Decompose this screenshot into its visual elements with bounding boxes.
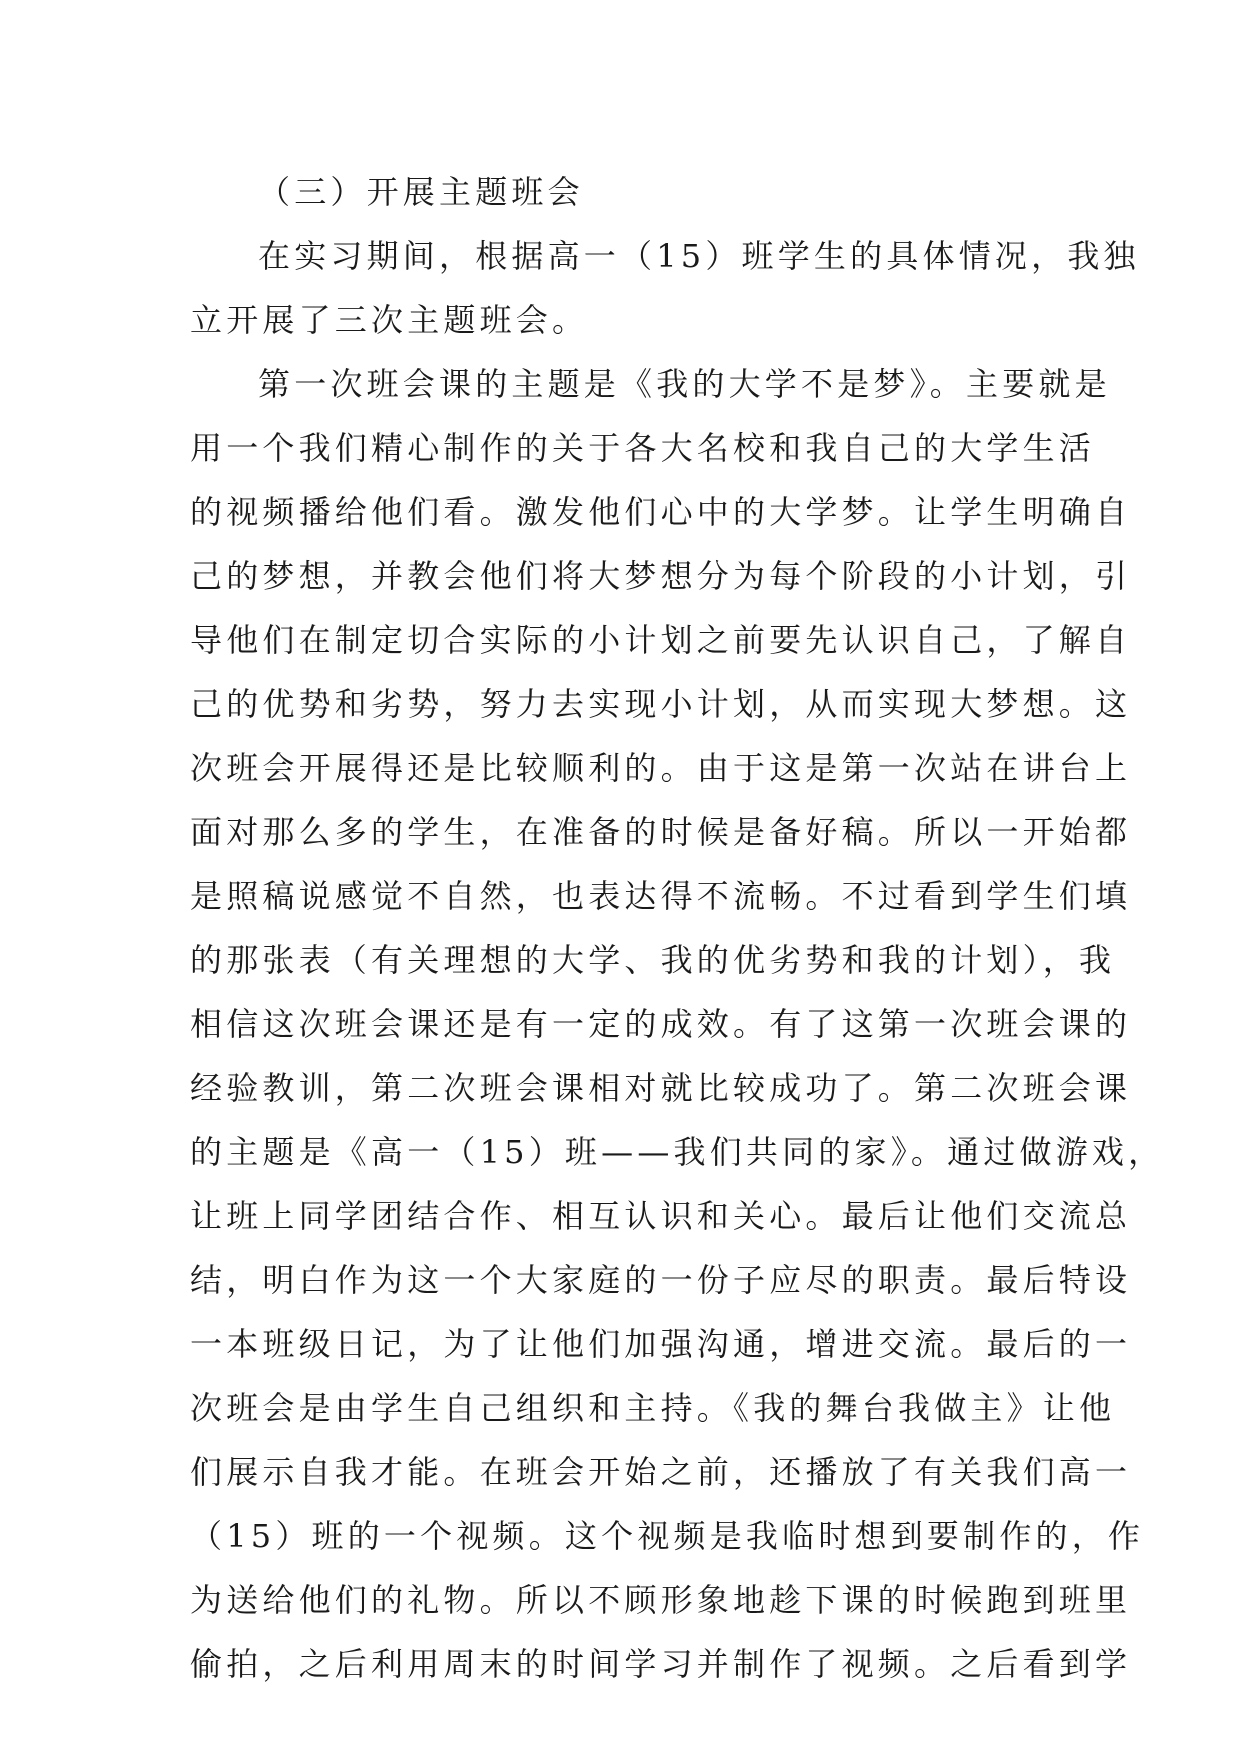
paragraph-line: 立开展了三次主题班会。 [190,301,589,339]
paragraph-line: 是照稿说感觉不自然，也表达得不流畅。不过看到学生们填 [190,877,1132,915]
paragraph-line: 次班会是由学生自己组织和主持。《我的舞台我做主》让他 [190,1389,1116,1427]
paragraph-line: 一本班级日记，为了让他们加强沟通，增进交流。最后的一 [190,1325,1132,1363]
paragraph-line: 的那张表（有关理想的大学、我的优劣势和我的计划），我 [190,941,1116,979]
paragraph-line: 导他们在制定切合实际的小计划之前要先认识自己，了解自 [190,621,1132,659]
paragraph-line: 在实习期间，根据高一（15）班学生的具体情况，我独 [258,237,1140,275]
paragraph-line: 己的梦想，并教会他们将大梦想分为每个阶段的小计划，引 [190,557,1132,595]
paragraph-line: 们展示自我才能。在班会开始之前，还播放了有关我们高一 [190,1453,1132,1491]
paragraph-line: 经验教训，第二次班会课相对就比较成功了。第二次班会课 [190,1069,1132,1107]
paragraph-line: 第一次班会课的主题是《我的大学不是梦》。主要就是 [258,365,1111,403]
document-body [190,160,1165,1696]
paragraph-line: 为送给他们的礼物。所以不顾形象地趁下课的时候跑到班里 [190,1581,1132,1619]
section-heading: （三）开展主题班会 [258,173,584,211]
paragraph-line: 偷拍，之后利用周末的时间学习并制作了视频。之后看到学 [190,1645,1132,1683]
paragraph-line: 让班上同学团结合作、相互认识和关心。最后让他们交流总 [190,1197,1132,1235]
paragraph-line: 次班会开展得还是比较顺利的。由于这是第一次站在讲台上 [190,749,1132,787]
paragraph-line: 相信这次班会课还是有一定的成效。有了这第一次班会课的 [190,1005,1132,1043]
paragraph-line: （15）班的一个视频。这个视频是我临时想到要制作的，作 [190,1517,1145,1555]
paragraph-line: 用一个我们精心制作的关于各大名校和我自己的大学生活 [190,429,1096,467]
paragraph-class-meetings [190,352,1165,1696]
paragraph-line: 结，明白作为这一个大家庭的一份子应尽的职责。最后特设 [190,1261,1132,1299]
paragraph-line: 己的优势和劣势，努力去实现小计划，从而实现大梦想。这 [190,685,1132,723]
paragraph-line: 的视频播给他们看。激发他们心中的大学梦。让学生明确自 [190,493,1132,531]
paragraph-intro [190,224,1140,352]
paragraph-line: 面对那么多的学生，在准备的时候是备好稿。所以一开始都 [190,813,1132,851]
paragraph-line: 的主题是《高一（15）班——我们共同的家》。通过做游戏， [190,1133,1165,1171]
